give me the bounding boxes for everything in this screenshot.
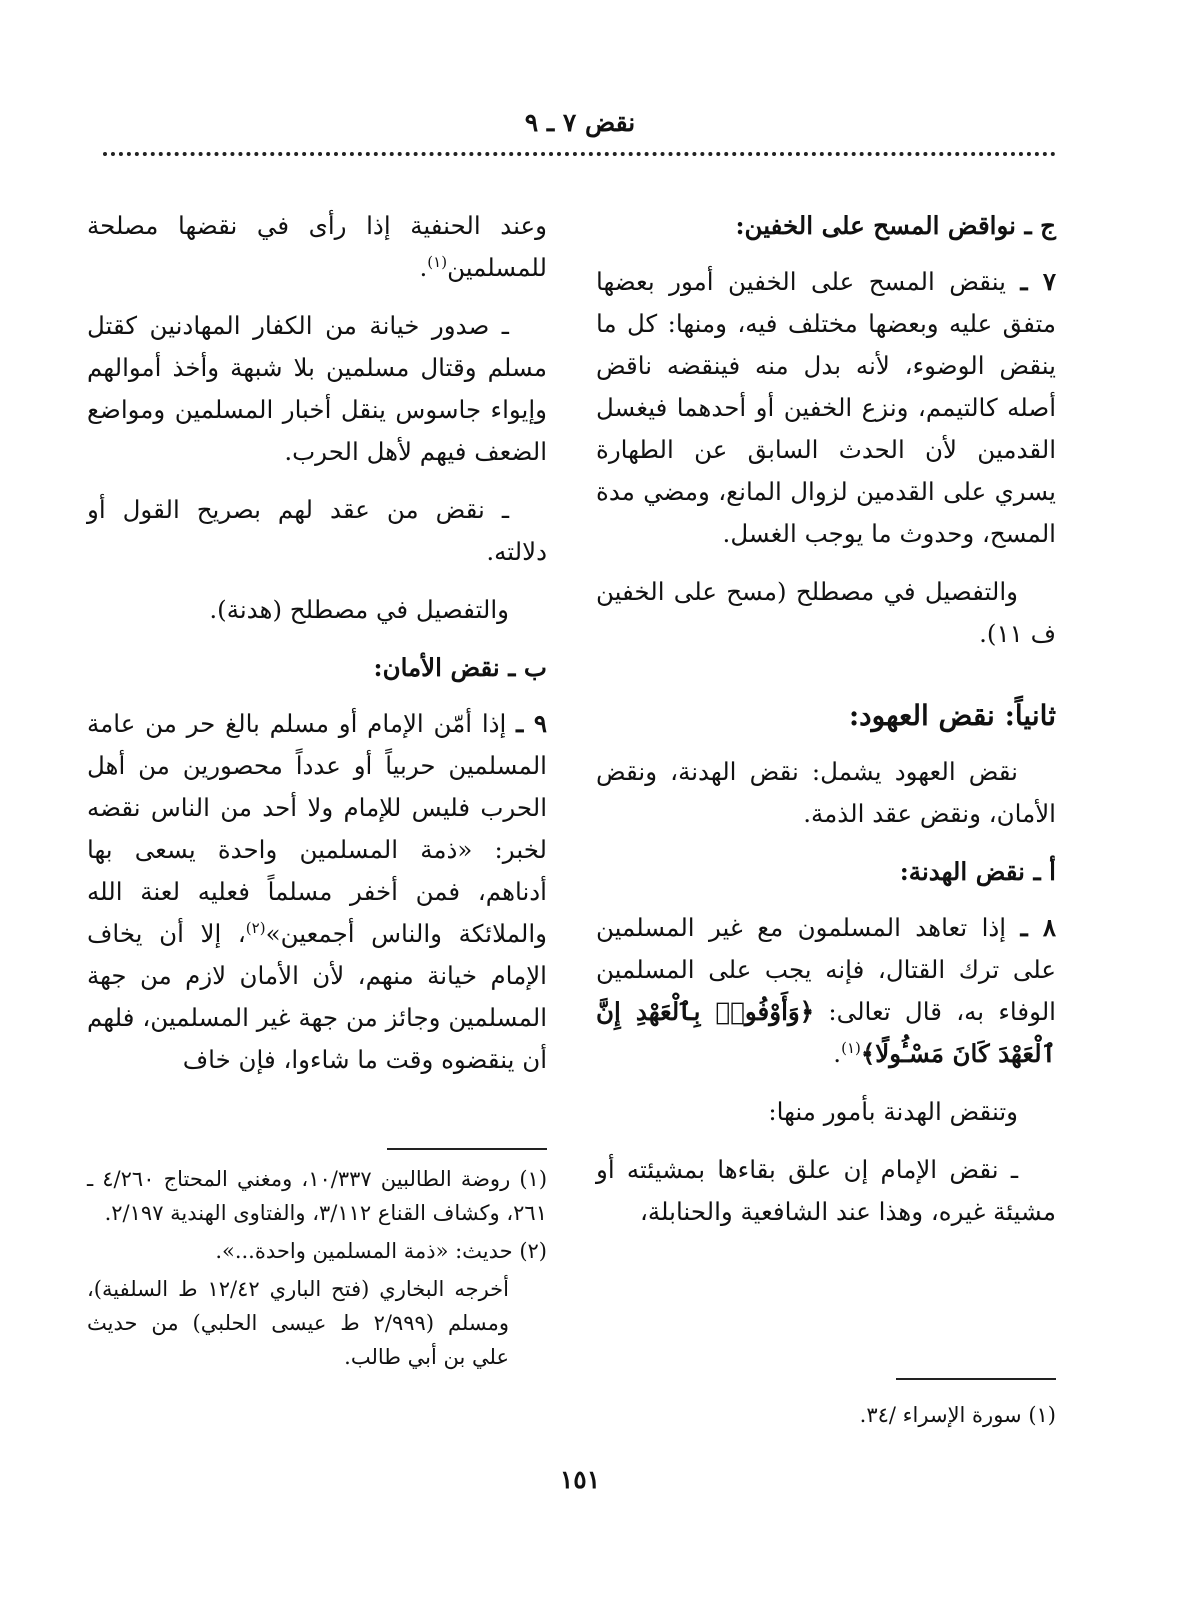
paragraph-9 — [87, 703, 547, 1081]
quran-verse: ﴿وَأَوْفُوا۟ بِٱلْعَهْدِ إِنَّ ٱلْعَهْدَ كَانَ مَسْـُٔولًا﴾ — [596, 997, 1056, 1068]
footnote-ref: (١) — [841, 1038, 861, 1057]
paragraph-7-text: ينقض المسح على الخفين أمور بعضها متفق عليه وبعضها مختلف فيه، ومنها: كل ما ينقض الوضوء، لأنه بدل منه فينقضه ناقض أصله كالتيمم، ونزع الخفين أو أحدهما فيغسل القدمين لأن الحدث السابق عن الطهارة يسري على القدمين لزوال المانع، ومضي مدة المسح، وحدوث ما يوجب الغسل. — [596, 267, 1056, 548]
page-header: نقض ٧ ـ ٩ — [524, 108, 636, 137]
hanafi-paragraph — [87, 205, 547, 289]
footnote-ref: (١) — [427, 252, 448, 271]
header-dotted-rule — [103, 152, 1056, 156]
paragraph-9-text: إذا أمّن الإمام أو مسلم بالغ حر من عامة المسلمين حربياً أو عدداً محصورين من أهل الحرب فليس للإمام ولا أحد من الناس نقضه لخبر: «ذمة المسلمين واحدة يسعى بها أدناهم، فمن أخفر مسلماً فعليه لعنة الله والملائكة والناس أجمعين» — [87, 709, 547, 948]
left-footnote-2-cont: أخرجه البخاري (فتح الباري ١٢/٤٢ ط السلفية)، ومسلم (٢/٩٩٩ ط عيسى الحلبي) من حديث علي بن أبي طالب. — [87, 1277, 509, 1369]
heading-a: أ ـ نقض الهدنة: — [899, 857, 1056, 886]
paragraph-8-number: ٨ ـ — [1020, 913, 1056, 942]
left-column — [87, 205, 547, 1097]
hanafi-text: وعند الحنفية إذا رأى في نقضها مصلحة للمسلمين — [87, 211, 547, 282]
left-footnote-1: (١) روضة الطالبين ١٠/٣٣٧، ومغني المحتاج ٤/٢٦٠ ـ ٢٦١، وكشاف القناع ٣/١١٢، والفتاوى الهندية ٢/١٩٧. — [87, 1167, 548, 1225]
left-footnote-rule — [387, 1148, 547, 1150]
uhud-intro: نقض العهود يشمل: نقض الهدنة، ونقض الأمان، ونقض عقد الذمة. — [596, 757, 1056, 828]
footnote-ref: (٢) — [245, 918, 266, 937]
paragraph-8 — [596, 907, 1056, 1075]
page-number: ١٥١ — [559, 1465, 601, 1494]
hudna-item-1: ـ نقض الإمام إن علق بقاءها بمشيئته أو مشيئة غيره، وهذا عند الشافعية والحنابلة، — [596, 1155, 1056, 1226]
paragraph-8-text: إذا تعاهد المسلمون مع غير المسلمين على ترك القتال، فإنه يجب على المسلمين الوفاء به، قال تعالى: — [596, 913, 1056, 1026]
detail-mash: والتفصيل في مصطلح (مسح على الخفين ف ١١). — [596, 577, 1056, 648]
hudna-intro: وتنقض الهدنة بأمور منها: — [768, 1097, 1018, 1126]
heading-second: ثانياً: نقض العهود: — [848, 699, 1056, 732]
paragraph-9-number: ٩ ـ — [516, 709, 547, 738]
left-footnote-2: (٢) حديث: «ذمة المسلمين واحدة...». — [215, 1239, 547, 1263]
detail-hudna: والتفصيل في مصطلح (هدنة). — [209, 595, 509, 624]
left-footnotes — [87, 1162, 547, 1378]
right-column — [596, 205, 1056, 1249]
heading-c: ج ـ نواقض المسح على الخفين: — [735, 211, 1056, 240]
paragraph-7 — [596, 261, 1056, 555]
right-footnote-rule — [896, 1378, 1056, 1380]
paragraph-7-number: ٧ ـ — [1020, 267, 1056, 296]
item-breach: ـ نقض من عقد لهم بصريح القول أو دلالته. — [87, 495, 547, 566]
item-treason: ـ صدور خيانة من الكفار المهادنين كقتل مسلم وقتال مسلمين بلا شبهة وأخذ أموالهم وإيواء جاسوس ينقل أخبار المسلمين ومواضع الضعف فيهم لأهل الحرب. — [87, 311, 547, 466]
heading-b: ب ـ نقض الأمان: — [373, 653, 547, 682]
paragraph-9-text-cont: ، إلا أن يخاف الإمام خيانة منهم، لأن الأمان لازم من جهة المسلمين وجائز من جهة غير المسلمين، فلهم أن ينقضوه وقت ما شاءوا، فإن خاف — [87, 919, 547, 1074]
right-footnotes — [596, 1398, 1056, 1436]
hanafi-end: . — [419, 253, 428, 282]
paragraph-8-end: . — [833, 1039, 842, 1068]
right-footnote-1: (١) سورة الإسراء /٣٤. — [859, 1403, 1056, 1427]
